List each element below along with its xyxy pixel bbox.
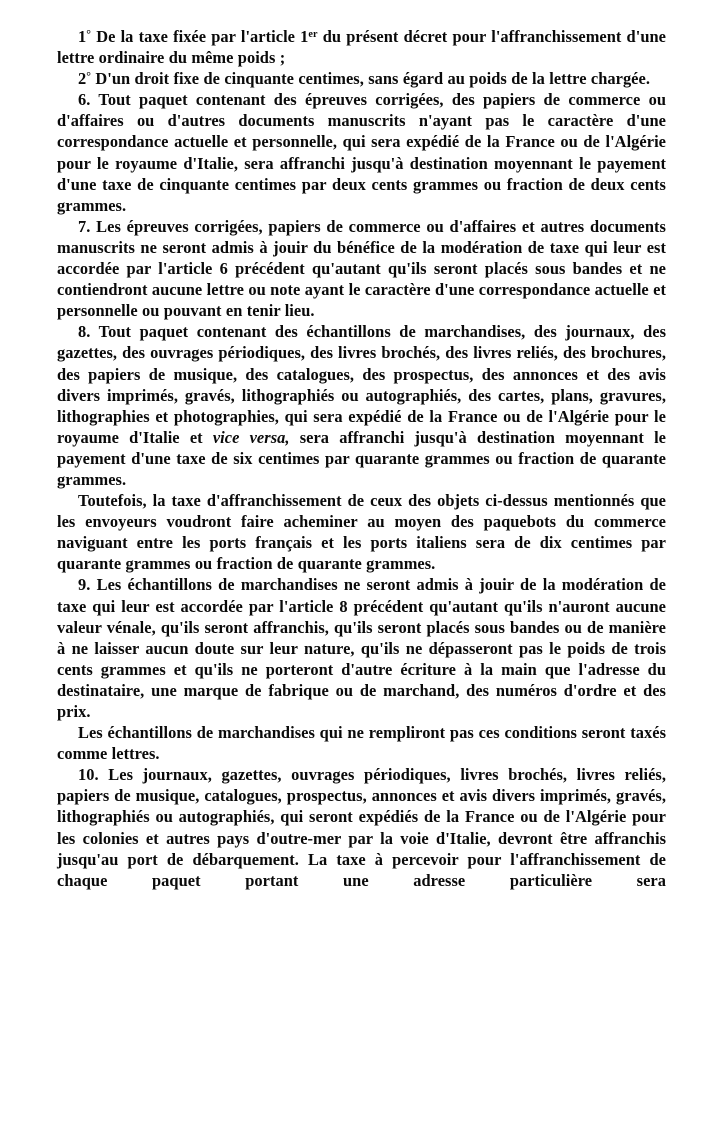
list-marker-2: 2 bbox=[78, 69, 87, 89]
paragraph-article-8-toutefois: Toutefois, la taxe d'affranchissement de ceux des objets ci-dessus mentionnés que les envoyeurs voudront faire acheminer au moyen des paquebots du commerce naviguant entre les ports français et les ports italiens sera de dix centimes par quarante grammes ou fraction de quarante grammes. bbox=[57, 491, 666, 574]
paragraph-item-2-text: D'un droit fixe de cinquante centimes, sans égard au poids de la lettre chargée. bbox=[91, 69, 650, 89]
article-8-text-part2: sera affranchi jusqu'à destination moyennant le payement d'une taxe de six centimes par quarante grammes ou fraction de quarante grammes. bbox=[57, 427, 666, 489]
paragraph-item-1 bbox=[57, 26, 666, 68]
paragraph-article-6: 6. Tout paquet contenant des épreuves corrigées, des papiers de commerce ou d'affaires ou d'autres documents manuscrits n'ayant pas le caractère d'une correspondance actuelle et personnelle, qui sera expédié de la France ou de l'Algérie pour le royaume d'Italie, sera affranchi jusqu'à destination moyennant le payement d'une taxe de cinquante centimes par deux cents grammes ou fraction de deux cents grammes. bbox=[57, 90, 666, 215]
article-8-text-part1: 8. Tout paquet contenant des échantillons de marchandises, des journaux, des gazettes, des ouvrages périodiques, des livres brochés, des livres reliés, des brochures, des papiers de musique, des catalogues, des prospectus, des annonces et des avis divers imprimés, gravés, lithographiés ou autographiés, des cartes, plans, gravures, lithographies et photographies, qui sera expédié de la France ou de l'Algérie pour le royaume d'Italie et bbox=[57, 322, 666, 447]
paragraph-article-10: 10. Les journaux, gazettes, ouvrages périodiques, livres brochés, livres reliés, papiers de musique, catalogues, prospectus, annonces et avis divers imprimés, gravés, lithographiés ou autographiés, qui seront expédiés de la France ou de l'Algérie pour les colonies et autres pays d'outre-mer par la voie d'Italie, devront être affranchis jusqu'au port de débarquement. La taxe à percevoir pour l'affranchissement de chaque paquet portant une adresse particulière sera bbox=[57, 765, 666, 890]
degree-symbol-icon: ° bbox=[86, 27, 92, 41]
list-marker-1: 1 bbox=[78, 27, 87, 46]
article-8-italic-phrase: vice versa, bbox=[212, 427, 290, 447]
text-column bbox=[57, 26, 666, 912]
paragraph-article-9: 9. Les échantillons de marchandises ne seront admis à jouir de la modération de taxe qui leur est accordée par l'article 8 précédent qu'autant qu'ils n'auront aucune valeur vénale, qu'ils seront affranchis, qu'ils seront placés sous bandes ou de manière à ne laisser aucun doute sur leur nature, qu'ils ne dépasseront pas le poids de trois cents grammes et qu'ils ne porteront d'autre écriture à la main que l'adresse du destinataire, une marque de fabrique ou de marchand, des numéros d'ordre et des prix. bbox=[57, 575, 666, 721]
superscript-ordinal: er bbox=[308, 29, 318, 41]
paragraph-item-1-text-after: du présent décret pour l'affranchissement d'une lettre ordinaire du même poids ; bbox=[57, 27, 666, 68]
degree-symbol-icon: ° bbox=[86, 69, 92, 84]
paragraph-article-8 bbox=[57, 321, 666, 490]
paragraph-item-2 bbox=[57, 68, 666, 89]
paragraph-article-9-suite: Les échantillons de marchandises qui ne rempliront pas ces conditions seront taxés comme lettres. bbox=[57, 723, 666, 764]
paragraph-article-7: 7. Les épreuves corrigées, papiers de commerce ou d'affaires et autres documents manuscrits ne seront admis à jouir du bénéfice de la modération de taxe qui leur est accordée par l'article 6 précédent qu'autant qu'ils seront placés sous bandes et ne contiendront aucune lettre ou note ayant le caractère d'une correspondance actuelle et personnelle ou pouvant en tenir lieu. bbox=[57, 216, 666, 321]
paragraph-item-1-text-before: De la taxe fixée par l'article 1 bbox=[91, 27, 309, 46]
